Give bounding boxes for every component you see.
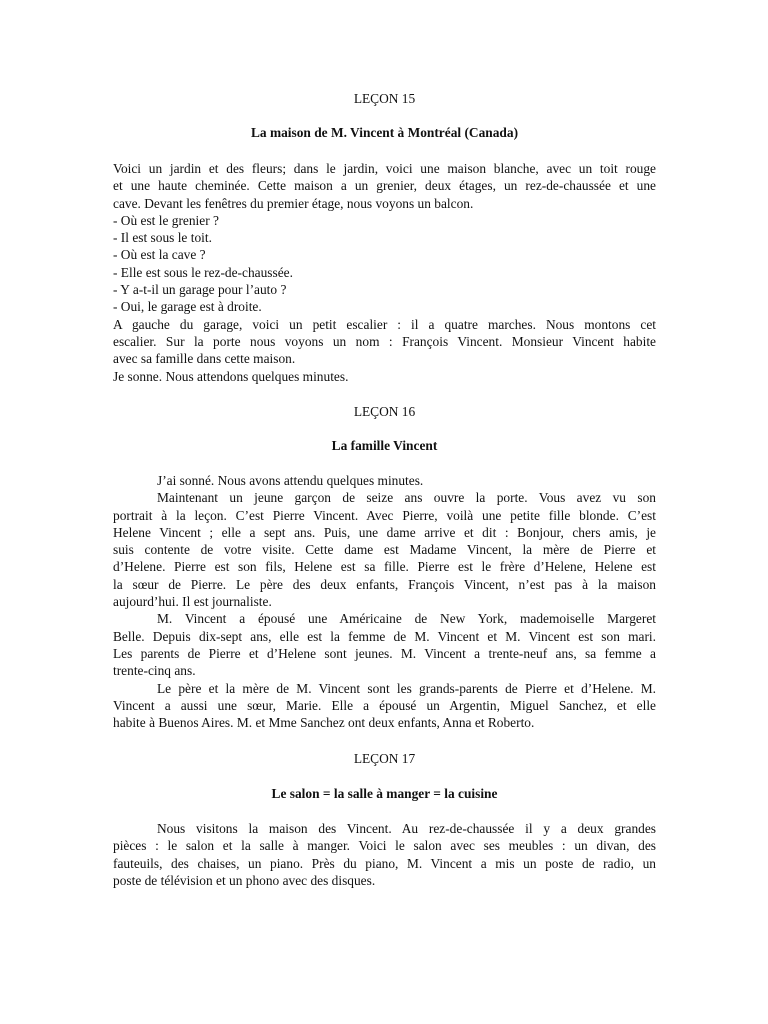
text-line: suis contente de votre visite. Cette dame est Madame Vincent, la mère de Pierre et <box>113 542 656 558</box>
dialogue-line: - Où est le grenier ? <box>113 212 219 228</box>
dialogue-line: - Y a-t-il un garage pour l’auto ? <box>113 282 287 298</box>
text-line: la sœur de Pierre. Le père des deux enfants, François Vincent, n’est pas à la maison <box>113 576 656 592</box>
dialogue-line: - Où est la cave ? <box>113 247 206 263</box>
lesson-15-title: La maison de M. Vincent à Montréal (Canada) <box>250 125 519 140</box>
text-line: avec sa famille dans cette maison. <box>113 351 296 367</box>
lesson-17-title: Le salon = la salle à manger = la cuisine <box>271 786 498 801</box>
text-line: et une haute cheminée. Cette maison a un grenier, deux étages, un rez-de-chaussée et une <box>113 178 656 194</box>
dialogue-line: - Oui, le garage est à droite. <box>113 299 262 315</box>
dialogue-line: - Elle est sous le rez-de-chaussée. <box>113 264 293 280</box>
text-line: Le père et la mère de M. Vincent sont les grands-parents de Pierre et d’Helene. M. <box>157 680 656 696</box>
text-line: Belle. Depuis dix-sept ans, elle est la femme de M. Vincent et M. Vincent est son mari. <box>113 628 656 644</box>
text-line: fauteuils, des chaises, un piano. Près du piano, M. Vincent a mis un poste de radio, un <box>113 855 656 871</box>
text-line: Nous visitons la maison des Vincent. Au rez-de-chaussée il y a deux grandes <box>157 821 656 836</box>
text-line: Je sonne. Nous attendons quelques minutes. <box>113 368 349 384</box>
text-line: d’Helene. Pierre est son fils, Helene est sa fille. Pierre est le frère d’Helene, Helene est <box>113 559 656 575</box>
lesson-17-heading: LEÇON 17 <box>353 751 416 766</box>
text-line: cave. Devant les fenêtres du premier étage, nous voyons un balcon. <box>113 195 474 211</box>
lesson-15-body <box>113 160 656 385</box>
text-line: escalier. Sur la porte nous voyons un nom : François Vincent. Monsieur Vincent habite <box>113 333 656 349</box>
text-line: habite à Buenos Aires. M. et Mme Sanchez ont deux enfants, Anna et Roberto. <box>113 715 535 731</box>
lesson-17-body <box>113 820 656 889</box>
text-line: Vincent a aussi une sœur, Marie. Elle a épousé un Argentin, Miguel Sanchez, et elle <box>113 697 656 713</box>
lesson-16-heading: LEÇON 16 <box>353 404 416 419</box>
text-line: Les parents de Pierre et d’Helene sont jeunes. M. Vincent a trente-neuf ans, sa femme a <box>113 645 656 661</box>
text-line: pièces : le salon et la salle à manger. Voici le salon avec ses meubles : un divan, des <box>113 838 656 854</box>
text-line: Maintenant un jeune garçon de seize ans ouvre la porte. Vous avez vu son <box>157 490 656 506</box>
lesson-16-body <box>113 472 656 731</box>
lesson-15-heading: LEÇON 15 <box>353 91 416 106</box>
text-line: trente-cinq ans. <box>113 663 196 679</box>
text-line: aujourd’hui. Il est journaliste. <box>113 594 272 610</box>
text-line: Helene Vincent ; elle a sept ans. Puis, une dame arrive et dit : Bonjour, chers amis, je <box>113 524 656 540</box>
text-line: A gauche du garage, voici un petit escalier : il a quatre marches. Nous montons cet <box>113 316 656 332</box>
dialogue-line: - Il est sous le toit. <box>113 230 212 246</box>
lesson-16-title: La famille Vincent <box>331 438 438 453</box>
text-line: J’ai sonné. Nous avons attendu quelques minutes. <box>157 473 424 488</box>
text-line: M. Vincent a épousé une Américaine de New York, mademoiselle Margeret <box>157 611 656 627</box>
text-line: Voici un jardin et des fleurs; dans le jardin, voici une maison blanche, avec un toit rouge <box>113 161 656 176</box>
text-line: portrait à la leçon. C’est Pierre Vincent. Avec Pierre, voilà une petite fille blonde. C’est <box>113 507 656 523</box>
text-line: poste de télévision et un phono avec des disques. <box>113 872 376 888</box>
